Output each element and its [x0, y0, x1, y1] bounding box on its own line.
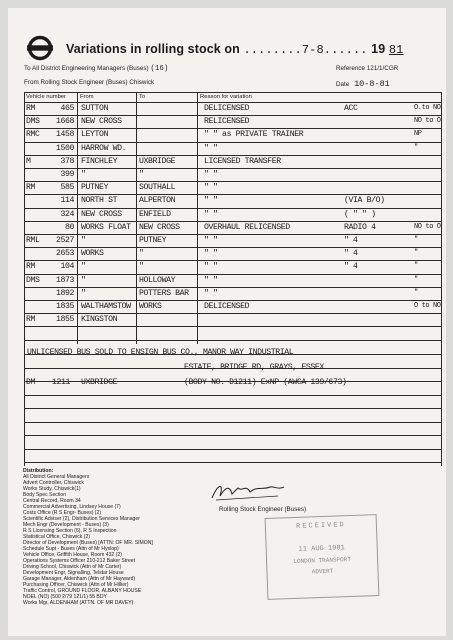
cell-vnum: 104	[60, 262, 74, 272]
table-column-rule	[441, 92, 442, 466]
cell-from: WORKS	[81, 249, 104, 259]
table-rule	[24, 221, 442, 222]
title-date: 7-8	[301, 43, 324, 57]
cell-from: "	[81, 275, 86, 285]
table-rule	[24, 155, 442, 156]
table-column-rule	[24, 92, 25, 466]
cell-extra: " 4	[344, 249, 358, 259]
cell-extra: ( " " )	[344, 209, 376, 219]
cell-reason: " "	[204, 183, 218, 193]
cell-from: HARROW WD.	[81, 143, 127, 153]
distribution-line: Advert Controller, Chiswick	[23, 480, 84, 486]
cell-extra: (VIA B/O)	[344, 196, 385, 206]
cell-from: KINGSTON	[81, 315, 118, 325]
table-rule	[24, 208, 442, 209]
cell-vnum: 2653	[55, 249, 74, 259]
cell-to: POTTERS BAR	[139, 288, 189, 298]
column-header-to: To	[139, 94, 146, 100]
cell-reason: LICENSED TRANSFER	[204, 156, 281, 166]
cell-reason: " "	[204, 275, 218, 285]
cell-vnum: 1500	[55, 143, 74, 153]
column-header-from: From	[80, 94, 94, 100]
distribution-line: Director of Development (Buses) [ATTN: OF MR. SIMON]	[23, 540, 153, 546]
distribution-line: Commercial Advertising, Lindsey House (7)	[23, 504, 121, 510]
distribution-line: Body Spec Section	[23, 492, 67, 498]
cell-reason: RELICENSED	[204, 117, 250, 127]
cell-reason: DELICENSED	[204, 104, 250, 113]
cell-extra: RADIO 4	[344, 222, 376, 232]
distribution-line: Schedule Supt - Buses (Attn of Mr Hyslop)	[23, 546, 119, 552]
note-line-1: UNLICENSED BUS SOLD TO ENSIGN BUS CO., MANOR WAY INDUSTRIAL	[27, 348, 294, 357]
cell-vnum: 378	[60, 156, 74, 166]
cell-reason: DELICENSED	[204, 302, 250, 311]
distribution-line: Garage Manager, Aldenham (Attn of Mr Hayward)	[23, 576, 136, 582]
table-rule	[24, 181, 442, 182]
table-rule	[24, 449, 442, 450]
cell-vnum: 1668	[55, 117, 74, 127]
cell-from: NEW CROSS	[81, 117, 122, 127]
cell-to: NEW CROSS	[139, 222, 180, 232]
cell-reason: " "	[204, 249, 218, 259]
cell-vtype: RM	[26, 104, 36, 113]
cell-from: SUTTON	[81, 104, 109, 113]
cell-from: "	[81, 236, 86, 245]
cell-extra: " 4	[344, 236, 358, 245]
cell-vtype: DMS	[26, 117, 40, 127]
distribution-line: NOEL (NO) (500 2/79 121/1) 55 BDY	[23, 594, 107, 600]
stamp-line-1: RECEIVED	[295, 521, 346, 531]
cell-from: LEYTON	[81, 130, 109, 140]
cell-from: NORTH ST	[81, 196, 118, 206]
distribution-line: Works Study, Chiswick(1)	[23, 486, 81, 492]
document-title: Variations in rolling stock on ........7-8...... 19 81	[66, 42, 404, 57]
distribution-line: Driving School, Chiswick (Attn of Mr Carter)	[23, 564, 122, 570]
column-header-vehicle: Vehicle number	[26, 94, 66, 100]
cell-vtype: RML	[26, 236, 40, 245]
cell-code: "	[414, 249, 418, 258]
reference-label: Reference 121/1/CGR	[336, 65, 399, 72]
handwritten-signature	[208, 478, 288, 504]
stamp-line-2: 11 AUG 1981	[298, 544, 345, 554]
distribution-line: All District General Managers	[23, 474, 90, 480]
cell-to: SOUTHALL	[139, 183, 176, 193]
cell-extra: ACC	[344, 104, 358, 113]
cell-vtype: RM	[26, 183, 36, 193]
title-text: Variations in rolling stock on	[66, 42, 240, 56]
cell-to: ALPERTON	[139, 196, 176, 206]
cell-reason: " " as PRIVATE TRAINER	[204, 130, 304, 140]
cell-reason: " "	[204, 170, 218, 179]
table-rule	[24, 300, 442, 301]
cell-from: "	[81, 262, 86, 272]
cell-vnum: 114	[60, 196, 74, 206]
table-rule	[24, 102, 442, 103]
variations-table	[24, 92, 442, 466]
note-line-3: (BODY NO. D1211) ExNP (AWCA 139/673)	[184, 378, 347, 387]
distribution-line: Central Record, Room 34	[23, 498, 81, 504]
cell-vnum: 585	[60, 183, 74, 193]
table-rule	[24, 115, 442, 116]
title-year-prefix: 19	[371, 42, 386, 56]
cell-reason: " "	[204, 262, 218, 272]
table-rule	[24, 92, 442, 93]
cell-code: O to NO	[414, 302, 441, 310]
cell-to: UXBRIDGE	[139, 156, 176, 166]
table-column-rule	[136, 92, 137, 344]
distribution-line: Mech Engr (Development - Buses) (3)	[23, 522, 109, 528]
distribution-line: Vehicle Office, Griffith House, Room 432 (2)	[23, 552, 122, 558]
cell-reason: " "	[204, 288, 218, 298]
to-note: (16)	[150, 65, 169, 73]
table-rule	[24, 247, 442, 248]
cell-vnum: 2527	[55, 236, 74, 245]
cell-vtype: DMS	[26, 275, 40, 285]
cell-from: WALTHAMSTOW	[81, 302, 131, 311]
cell-vtype: RM	[26, 315, 36, 325]
cell-from: WORKS FLOAT	[81, 222, 131, 232]
date-value: 10-8-81	[354, 79, 390, 89]
distribution-list	[23, 468, 203, 606]
title-year: 81	[388, 43, 404, 57]
cell-vtype: RMC	[26, 130, 40, 140]
stamp-line-4: ADVERT	[311, 567, 334, 576]
cell-code: "	[414, 236, 418, 244]
cell-to: ENFIELD	[139, 209, 171, 219]
dm-vehicle-number: 1211	[52, 378, 71, 387]
cell-code: "	[414, 262, 418, 271]
table-rule	[24, 274, 442, 275]
date-label: Date	[336, 81, 350, 88]
cell-code: "	[414, 288, 418, 297]
table-column-rule	[77, 92, 78, 344]
table-rule	[24, 422, 442, 423]
cell-reason: " "	[204, 209, 218, 219]
cell-extra: " 4	[344, 262, 358, 272]
cell-vnum: 1873	[55, 275, 74, 285]
cell-reason: " "	[204, 236, 218, 245]
note-line-2: ESTATE, BRIDGE RD, GRAYS, ESSEX	[184, 363, 324, 372]
cell-code: NO to O	[414, 222, 441, 231]
distribution-heading: Distribution:	[23, 468, 54, 474]
cell-reason: " "	[204, 196, 218, 206]
table-rule	[24, 462, 442, 463]
table-rule	[24, 326, 442, 327]
london-transport-roundel-logo	[27, 35, 53, 61]
table-rule	[24, 234, 442, 235]
to-line	[24, 65, 168, 73]
distribution-line: Works Mgr, ALDENHAM (ATTN. OF MR DAVEY)	[23, 600, 134, 606]
distribution-line: R S Licensing Section (6), R S Inspection	[23, 528, 117, 534]
cell-code: NP	[414, 130, 422, 139]
cell-to: "	[139, 249, 144, 259]
cell-vnum: 1855	[55, 315, 74, 325]
distribution-line: Development Engr, Signalling, Telstar House	[23, 570, 124, 576]
table-rule	[24, 313, 442, 314]
cell-to: PUTNEY	[139, 236, 167, 245]
distribution-line: Costs Office (R S Engr- Buses) (2)	[23, 510, 102, 516]
dm-from: UXBRIDGE	[81, 378, 118, 387]
table-rule	[24, 168, 442, 169]
to-line-text: To All District Engineering Managers (Buses)	[24, 65, 149, 72]
cell-vnum: 80	[64, 222, 74, 232]
document-page	[8, 8, 446, 636]
cell-to: HOLLOWAY	[139, 275, 176, 285]
distribution-line: Statistical Office, Chiswick (2)	[23, 534, 90, 540]
cell-to: "	[139, 170, 144, 179]
cell-vnum: 1458	[55, 130, 74, 140]
cell-code: "	[414, 143, 418, 152]
signature-title: Rolling Stock Engineer (Buses)	[219, 506, 307, 513]
received-stamp	[265, 514, 380, 600]
table-rule	[24, 435, 442, 436]
distribution-line: Scientific Adviser (2), Distribution Services Manager	[23, 516, 140, 522]
cell-vnum: 324	[60, 209, 74, 219]
cell-vnum: 1835	[55, 302, 74, 311]
cell-from: FINCHLEY	[81, 156, 118, 166]
column-header-reason: Reason for variation	[200, 94, 252, 100]
cell-code: "	[414, 275, 418, 284]
cell-vtype: RM	[26, 262, 36, 272]
distribution-line: Operations Systems Officer 210-212 Baker Street	[23, 558, 136, 564]
cell-vnum: 399	[60, 170, 74, 179]
cell-from: NEW CROSS	[81, 209, 122, 219]
cell-to: "	[139, 262, 144, 272]
cell-vnum: 1892	[55, 288, 74, 298]
cell-from: "	[81, 170, 86, 179]
cell-vnum: 465	[60, 104, 74, 113]
from-line: From Rolling Stock Engineer (Buses) Chiswick	[24, 79, 155, 86]
cell-from: PUTNEY	[81, 183, 109, 193]
cell-vtype: M	[26, 156, 31, 166]
date-field	[336, 79, 390, 89]
table-rule	[24, 287, 442, 288]
table-rule	[24, 408, 442, 409]
cell-reason: " "	[204, 143, 218, 153]
table-column-rule	[197, 92, 198, 344]
cell-from: "	[81, 288, 86, 298]
cell-code: NO to O	[414, 117, 441, 126]
table-rule	[24, 142, 442, 143]
distribution-line: Purchasing Officer, Chiswick (Attn of Mr Hillier)	[23, 582, 129, 588]
cell-reason: OVERHAUL RELICENSED	[204, 222, 290, 232]
table-rule	[24, 395, 442, 396]
stamp-line-3: LONDON TRANSPORT	[293, 555, 352, 566]
table-rule	[24, 260, 442, 261]
table-rule	[24, 340, 442, 341]
distribution-line: Traffic Control, GROUND FLOOR, ALBANY HOUSE	[23, 588, 142, 594]
dm-vehicle-type: DM	[26, 378, 36, 387]
cell-to: WORKS	[139, 302, 162, 311]
cell-code: O.to NO	[414, 104, 441, 112]
